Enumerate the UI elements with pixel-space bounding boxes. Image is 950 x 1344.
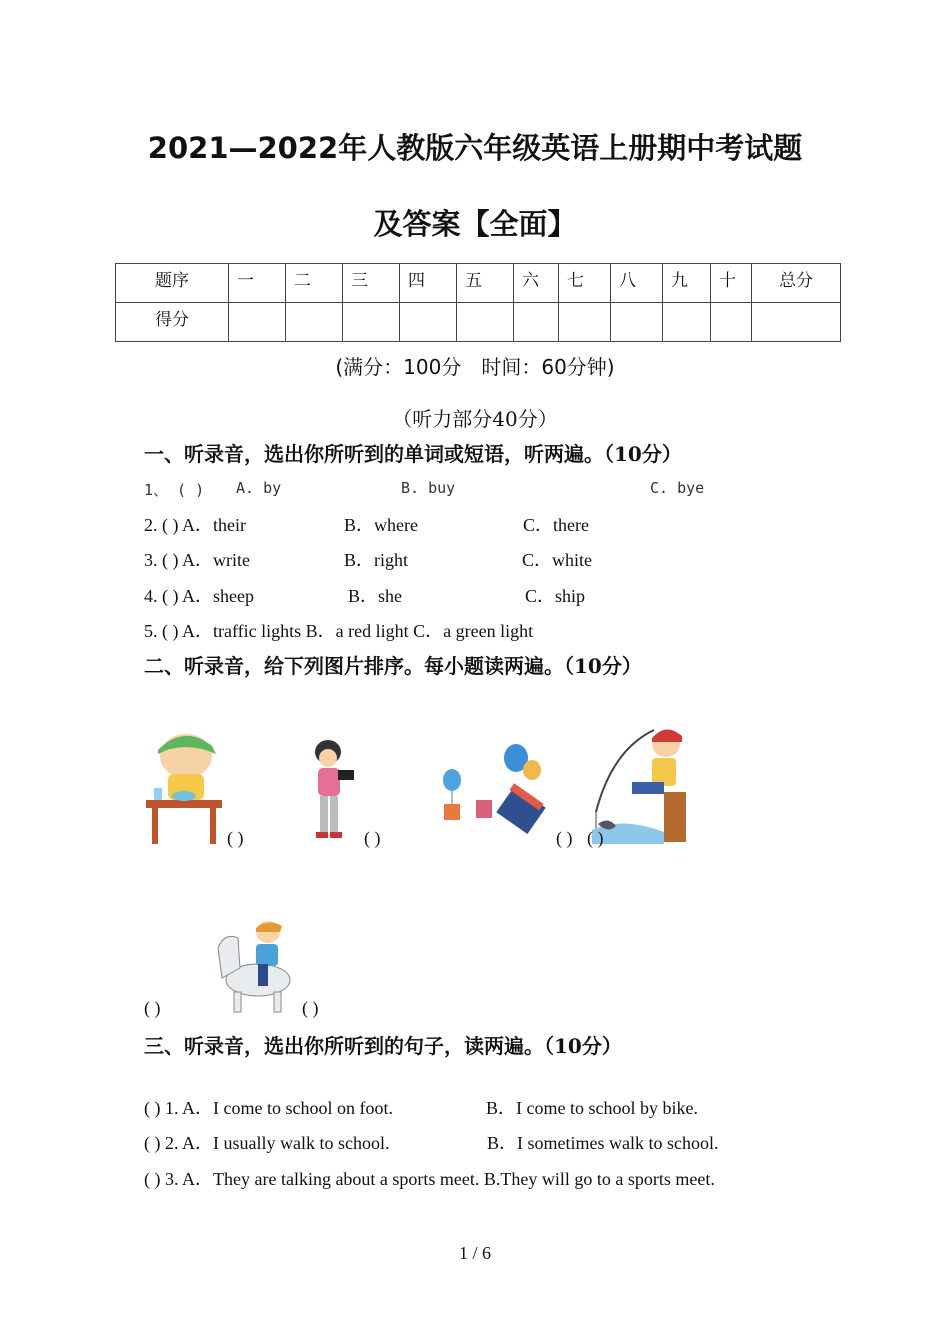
header-cell: 总分: [752, 264, 841, 303]
picture4-answer-blank: ( ): [587, 828, 604, 848]
girl-with-camera-picture: [300, 738, 362, 842]
listening-part-label: （听力部分40分）: [392, 407, 558, 431]
s3-q1-option-b: B．I come to school by bike.: [486, 1098, 698, 1118]
q1-option-a: A. by: [236, 479, 282, 497]
s3-q1-option-a: ( ) 1. A．I come to school on foot.: [144, 1098, 393, 1118]
q3-option-c: C．white: [522, 550, 592, 570]
section3-heading: 三、听录音，选出你所听到的句子，读两遍。（10分）: [144, 1034, 622, 1058]
q3-option-b: B．right: [344, 550, 409, 570]
title-line-1: 2021—2022年人教版六年级英语上册期中考试题: [147, 131, 803, 165]
boy-riding-horse-picture: [208, 918, 300, 1014]
score-table: [115, 263, 841, 342]
score-cell[interactable]: [286, 303, 343, 342]
q2-option-c: C．there: [523, 515, 589, 535]
q3-number-option-a: 3. ( ) A．write: [144, 550, 250, 570]
score-cell[interactable]: [400, 303, 457, 342]
score-cell[interactable]: [559, 303, 611, 342]
page-number: 1 / 6: [458, 1243, 491, 1263]
q2-option-b: B．where: [344, 515, 418, 535]
picture5-answer-blank[interactable]: ( ): [302, 998, 319, 1018]
header-cell: 二: [286, 264, 343, 303]
score-cell[interactable]: [514, 303, 559, 342]
score-cell[interactable]: [711, 303, 752, 342]
title-line-2: 及答案【全面】: [373, 207, 577, 241]
score-cell[interactable]: [752, 303, 841, 342]
section2-heading: 二、听录音，给下列图片排序。每小题读两遍。（10分）: [144, 654, 642, 678]
q1-option-c: C. bye: [650, 479, 705, 497]
q1-number: 1、 ( ): [144, 481, 205, 499]
header-cell: 五: [457, 264, 514, 303]
q1-option-b: B. buy: [401, 479, 456, 497]
header-cell: 一: [229, 264, 286, 303]
picture2-answer-blank[interactable]: ( ): [364, 828, 381, 848]
picture3-answer-blank[interactable]: ( ): [556, 828, 573, 848]
header-cell: 七: [559, 264, 611, 303]
picture1-answer-blank[interactable]: ( ): [227, 828, 244, 848]
boy-fishing-picture: [592, 720, 688, 844]
score-cell[interactable]: [611, 303, 663, 342]
header-cell: 九: [663, 264, 711, 303]
q4-option-c: C．ship: [525, 586, 586, 606]
header-cell: 四: [400, 264, 457, 303]
q4-option-b: B．she: [348, 586, 402, 606]
score-cell[interactable]: [343, 303, 400, 342]
section1-heading: 一、听录音，选出你所听到的单词或短语，听两遍。（10分）: [144, 442, 682, 466]
q4-number-option-a: 4. ( ) A．sheep: [144, 586, 254, 606]
score-cell[interactable]: [229, 303, 286, 342]
q5-line: 5. ( ) A．traffic lights B．a red light C．a green light: [144, 621, 534, 641]
q2-number-option-a: 2. ( ) A．their: [144, 515, 246, 535]
boy-eating-picture: [144, 728, 224, 846]
header-cell: 六: [514, 264, 559, 303]
score-table-header-row: [116, 264, 841, 303]
full-marks-note: (满分：100分 时间：60分钟): [335, 355, 615, 379]
score-cell[interactable]: [457, 303, 514, 342]
score-cell[interactable]: [663, 303, 711, 342]
header-cell: 题序: [116, 264, 229, 303]
header-cell: 八: [611, 264, 663, 303]
s3-q2-option-b: B．I sometimes walk to school.: [487, 1133, 719, 1153]
gifts-balloons-picture: [440, 742, 552, 834]
score-table-score-row: [116, 303, 841, 342]
s3-q2-option-a: ( ) 2. A．I usually walk to school.: [144, 1133, 390, 1153]
header-cell: 十: [711, 264, 752, 303]
picture5-left-blank: ( ): [144, 998, 161, 1018]
s3-q3-line: ( ) 3. A．They are talking about a sports meet. B.They will go to a sports meet.: [144, 1169, 715, 1189]
row-label: 得分: [116, 303, 229, 342]
header-cell: 三: [343, 264, 400, 303]
